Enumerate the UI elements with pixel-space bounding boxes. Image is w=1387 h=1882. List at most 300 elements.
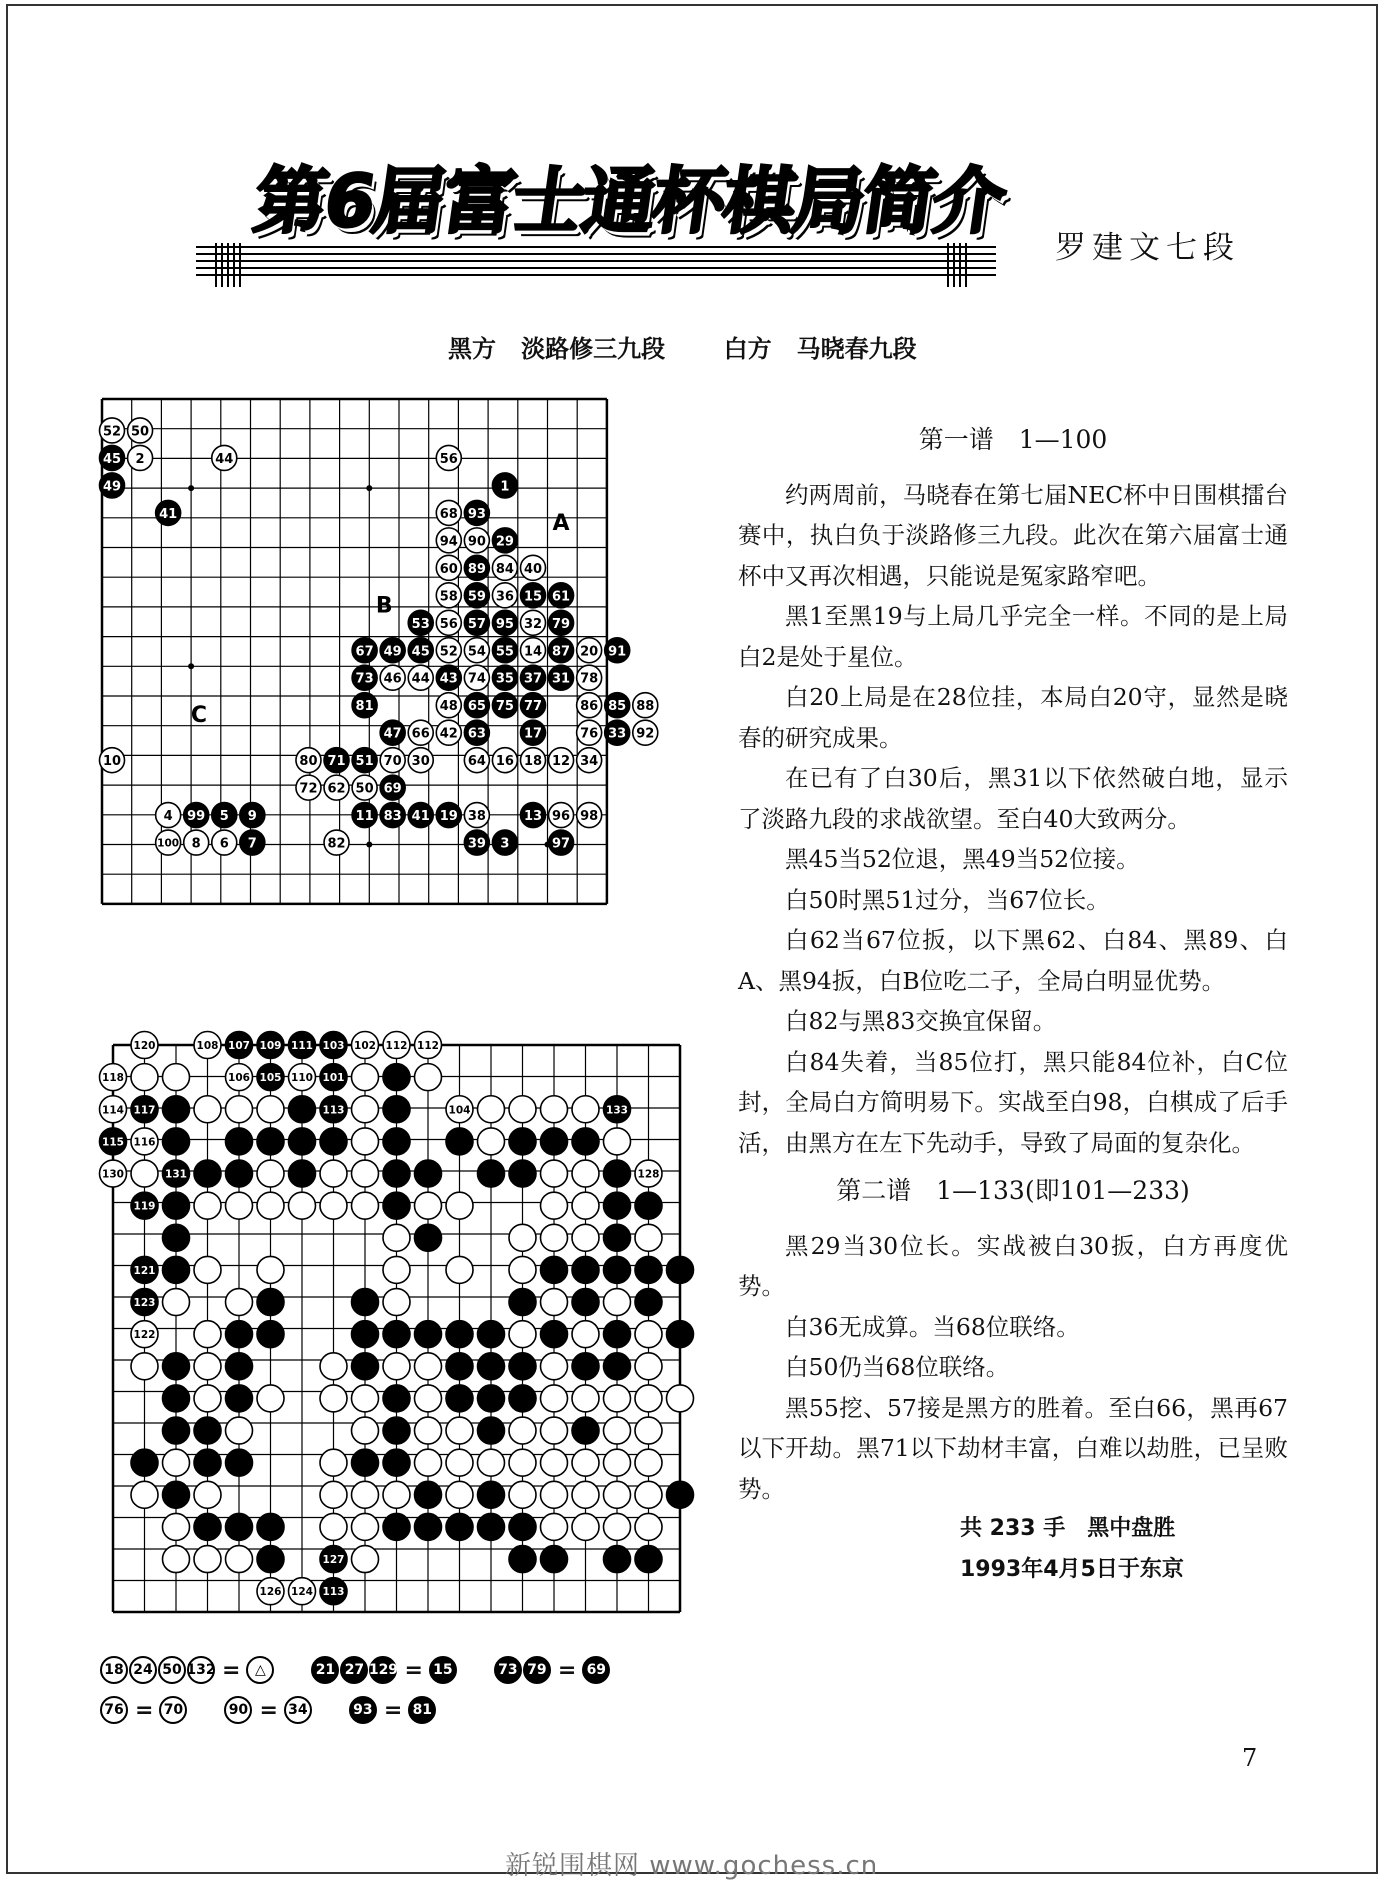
black-stone xyxy=(320,1096,347,1123)
white-stone xyxy=(257,1385,284,1412)
black-stone: 129 xyxy=(369,1656,397,1684)
white-stone xyxy=(212,445,237,470)
svg-text:48: 48 xyxy=(439,699,458,715)
white-stone xyxy=(436,555,461,580)
black-stone xyxy=(383,1128,410,1155)
black-stone xyxy=(492,693,517,718)
white-stone xyxy=(446,1096,473,1123)
black-stone xyxy=(226,1449,253,1476)
svg-text:50: 50 xyxy=(355,781,374,797)
black-stone xyxy=(324,748,349,773)
svg-text:74: 74 xyxy=(467,671,486,687)
white-stone xyxy=(509,1417,536,1444)
white-stone xyxy=(436,720,461,745)
black-stone xyxy=(131,1449,158,1476)
svg-text:126: 126 xyxy=(259,1586,282,1599)
svg-text:79: 79 xyxy=(552,616,571,632)
black-stone xyxy=(226,1321,253,1348)
equivalence-note xyxy=(494,1656,611,1684)
svg-text:9: 9 xyxy=(247,809,257,825)
black-stone xyxy=(605,720,630,745)
svg-text:41: 41 xyxy=(411,809,430,825)
white-stone xyxy=(635,1513,662,1540)
svg-text:122: 122 xyxy=(133,1329,156,1342)
white-stone xyxy=(100,1160,127,1187)
white-stone xyxy=(383,1481,410,1508)
svg-text:70: 70 xyxy=(383,754,402,770)
white-stone: 24 xyxy=(129,1656,157,1684)
svg-text:52: 52 xyxy=(439,644,458,660)
black-stone xyxy=(604,1160,631,1187)
black-stone xyxy=(257,1546,284,1573)
svg-text:37: 37 xyxy=(523,671,543,687)
black-stone xyxy=(509,1289,536,1316)
white-stone xyxy=(289,1192,316,1219)
svg-text:116: 116 xyxy=(133,1136,156,1149)
svg-text:98: 98 xyxy=(580,809,599,825)
svg-text:120: 120 xyxy=(133,1040,156,1052)
paragraph-8: 白82与黑83交换宜保留。 xyxy=(785,1007,1057,1035)
svg-text:78: 78 xyxy=(580,671,599,687)
black-stone xyxy=(478,1385,505,1412)
black-stone xyxy=(131,1256,158,1283)
black-stone xyxy=(352,748,377,773)
svg-text:17: 17 xyxy=(523,726,543,742)
white-stone xyxy=(492,583,517,608)
black-stone xyxy=(478,1353,505,1380)
board1-svg xyxy=(98,395,730,1017)
black-stone xyxy=(605,638,630,663)
star-point xyxy=(366,485,372,491)
white-stone xyxy=(131,1128,158,1155)
black-stone xyxy=(667,1256,694,1283)
svg-text:50: 50 xyxy=(131,424,150,440)
white-stone xyxy=(194,1385,221,1412)
black-stone xyxy=(226,1160,253,1187)
white-player: 马晓春九段 xyxy=(796,335,917,363)
black-stone xyxy=(464,583,489,608)
black-stone xyxy=(667,1321,694,1348)
white-stone xyxy=(572,1160,599,1187)
white-stone xyxy=(131,1064,158,1091)
white-stone xyxy=(572,1449,599,1476)
svg-text:59: 59 xyxy=(467,589,486,605)
black-stone xyxy=(100,473,125,498)
black-stone xyxy=(100,445,125,470)
paragraph-11: 白36无成算。当68位联络。 xyxy=(785,1312,1080,1341)
black-stone xyxy=(541,1256,568,1283)
black-stone xyxy=(383,1192,410,1219)
black-stone: 21 xyxy=(311,1656,339,1684)
white-stone xyxy=(436,445,461,470)
black-stone xyxy=(257,1321,284,1348)
black-label: 黑方 xyxy=(448,335,496,363)
black-stone xyxy=(604,1096,631,1123)
black-stone xyxy=(446,1353,473,1380)
white-stone xyxy=(633,720,658,745)
black-stone xyxy=(163,1256,190,1283)
black-stone xyxy=(163,1417,190,1444)
svg-text:14: 14 xyxy=(523,644,543,660)
white-stone xyxy=(156,803,181,828)
svg-text:56: 56 xyxy=(439,451,458,467)
article-body xyxy=(738,420,1288,1590)
svg-text:91: 91 xyxy=(608,644,627,660)
white-stone xyxy=(577,748,602,773)
black-stone xyxy=(541,1128,568,1155)
svg-text:30: 30 xyxy=(411,754,430,770)
black-stone: 27 xyxy=(340,1656,368,1684)
black-stone xyxy=(549,638,574,663)
white-label: 白方 xyxy=(723,335,772,363)
white-stone xyxy=(289,1578,316,1605)
svg-text:111: 111 xyxy=(291,1040,313,1052)
svg-text:29: 29 xyxy=(495,534,514,550)
black-stone xyxy=(509,1513,536,1540)
white-stone xyxy=(464,748,489,773)
svg-text:49: 49 xyxy=(383,644,402,660)
paragraph-5: 黑45当52位退，黑49当52位接。 xyxy=(785,845,1140,873)
svg-text:112: 112 xyxy=(385,1040,408,1052)
black-stone xyxy=(163,1481,190,1508)
black-stone xyxy=(352,693,377,718)
white-stone: △ xyxy=(246,1656,274,1684)
svg-text:75: 75 xyxy=(495,699,514,715)
black-stone xyxy=(520,803,545,828)
white-stone xyxy=(549,748,574,773)
site-watermark: 新锐围棋网 www.gochess.cn xyxy=(505,1851,879,1881)
white-stone xyxy=(320,1385,347,1412)
black-stone xyxy=(478,1481,505,1508)
black-stone xyxy=(572,1256,599,1283)
black-stone xyxy=(289,1160,316,1187)
white-stone xyxy=(436,583,461,608)
black-stone xyxy=(464,555,489,580)
white-stone xyxy=(320,1353,347,1380)
article-date: 1993年4月5日于东京 xyxy=(960,1556,1184,1582)
black-stone xyxy=(478,1513,505,1540)
equals-sign: = xyxy=(383,1697,403,1723)
black-stone: 79 xyxy=(523,1656,551,1684)
white-stone xyxy=(324,830,349,855)
svg-text:108: 108 xyxy=(196,1040,219,1052)
white-stone xyxy=(100,1096,127,1123)
svg-text:10: 10 xyxy=(102,754,122,770)
black-stone xyxy=(415,1513,442,1540)
svg-text:39: 39 xyxy=(467,836,486,852)
black-stone xyxy=(163,1192,190,1219)
white-stone xyxy=(478,1096,505,1123)
white-stone xyxy=(464,638,489,663)
black-stone xyxy=(383,1385,410,1412)
svg-text:19: 19 xyxy=(439,809,458,825)
section2-title: 第二谱 1—133(即101—233) xyxy=(836,1176,1190,1205)
svg-text:36: 36 xyxy=(495,589,514,605)
paragraph-3: 白20上局是在28位挂，本局白20守，显然是晓春的研究成果。 xyxy=(738,683,1288,752)
white-stone xyxy=(100,418,125,443)
white-stone xyxy=(541,1417,568,1444)
game-result: 共 233 手 黑中盘胜 xyxy=(960,1516,1176,1541)
black-stone xyxy=(520,720,545,745)
svg-text:73: 73 xyxy=(355,671,374,687)
white-stone xyxy=(478,1128,505,1155)
black-stone xyxy=(464,500,489,525)
svg-text:8: 8 xyxy=(191,836,201,852)
black-stone xyxy=(257,1128,284,1155)
svg-text:113: 113 xyxy=(322,1586,345,1599)
black-stone xyxy=(163,1224,190,1251)
svg-text:119: 119 xyxy=(133,1200,156,1213)
white-stone xyxy=(572,1385,599,1412)
white-stone xyxy=(604,1481,631,1508)
black-stone xyxy=(352,1449,379,1476)
white-stone xyxy=(194,1192,221,1219)
white-stone xyxy=(320,1160,347,1187)
black-stone xyxy=(240,830,265,855)
black-stone xyxy=(163,1385,190,1412)
page-number: 7 xyxy=(1242,1744,1258,1772)
svg-text:64: 64 xyxy=(467,754,486,770)
white-stone xyxy=(131,1160,158,1187)
svg-text:92: 92 xyxy=(636,726,655,742)
svg-text:34: 34 xyxy=(580,754,599,770)
svg-text:110: 110 xyxy=(291,1072,313,1085)
white-stone xyxy=(226,1289,253,1316)
svg-text:123: 123 xyxy=(133,1297,156,1310)
star-point xyxy=(188,663,194,669)
black-stone xyxy=(541,1321,568,1348)
white-stone xyxy=(446,1449,473,1476)
white-stone xyxy=(572,1321,599,1348)
svg-text:100: 100 xyxy=(157,837,180,850)
white-stone xyxy=(352,1064,379,1091)
svg-text:67: 67 xyxy=(355,644,374,660)
white-stone xyxy=(436,610,461,635)
white-stone xyxy=(667,1385,694,1412)
svg-text:102: 102 xyxy=(354,1040,376,1052)
svg-text:80: 80 xyxy=(299,754,318,770)
black-stone: 15 xyxy=(429,1656,457,1684)
svg-text:58: 58 xyxy=(439,589,458,605)
black-stone xyxy=(478,1417,505,1444)
black-stone xyxy=(226,1353,253,1380)
white-stone xyxy=(380,748,405,773)
black-stone xyxy=(194,1449,221,1476)
white-stone: 18 xyxy=(100,1656,128,1684)
white-stone xyxy=(415,1353,442,1380)
white-stone xyxy=(352,1513,379,1540)
white-stone xyxy=(577,693,602,718)
white-stone xyxy=(464,665,489,690)
black-stone xyxy=(320,1128,347,1155)
white-stone xyxy=(408,748,433,773)
black-stone xyxy=(320,1032,347,1059)
black-stone xyxy=(492,610,517,635)
white-stone xyxy=(577,665,602,690)
svg-text:43: 43 xyxy=(439,671,458,687)
white-stone xyxy=(604,1385,631,1412)
white-stone xyxy=(635,1160,662,1187)
white-stone xyxy=(194,1321,221,1348)
black-stone xyxy=(226,1032,253,1059)
black-stone xyxy=(383,1321,410,1348)
white-stone xyxy=(383,1032,410,1059)
black-stone xyxy=(549,583,574,608)
white-stone xyxy=(520,555,545,580)
black-stone xyxy=(635,1256,662,1283)
black-stone xyxy=(509,1353,536,1380)
white-stone xyxy=(464,528,489,553)
black-stone xyxy=(380,775,405,800)
white-stone xyxy=(257,1578,284,1605)
black-stone xyxy=(408,610,433,635)
black-stone xyxy=(352,638,377,663)
svg-text:60: 60 xyxy=(439,561,458,577)
white-stone xyxy=(415,1385,442,1412)
white-stone xyxy=(436,638,461,663)
white-stone xyxy=(163,1449,190,1476)
equivalence-note xyxy=(224,1696,312,1724)
white-stone xyxy=(633,693,658,718)
svg-text:11: 11 xyxy=(355,809,374,825)
svg-text:87: 87 xyxy=(552,644,571,660)
svg-text:71: 71 xyxy=(327,754,346,770)
white-stone xyxy=(541,1192,568,1219)
svg-text:131: 131 xyxy=(165,1168,187,1181)
paragraph-7: 白62当67位扳，以下黑62、白84、黑89、白A、黑94扳，白B位吃二子，全局白明显优势。 xyxy=(738,926,1288,995)
black-stone xyxy=(572,1289,599,1316)
svg-text:72: 72 xyxy=(299,781,318,797)
equivalence-note xyxy=(349,1696,437,1724)
black-stone xyxy=(383,1096,410,1123)
white-stone xyxy=(436,528,461,553)
equals-sign: = xyxy=(222,1657,241,1683)
white-stone: 132 xyxy=(187,1656,215,1684)
white-stone xyxy=(415,1192,442,1219)
svg-text:38: 38 xyxy=(467,809,486,825)
white-stone: 34 xyxy=(284,1696,312,1724)
white-stone xyxy=(352,1417,379,1444)
svg-text:54: 54 xyxy=(467,644,486,660)
black-stone xyxy=(415,1321,442,1348)
svg-text:33: 33 xyxy=(608,726,627,742)
equals-sign: = xyxy=(259,1697,278,1723)
black-stone xyxy=(383,1449,410,1476)
black-stone xyxy=(257,1513,284,1540)
white-stone xyxy=(226,1064,253,1091)
black-stone xyxy=(100,1128,127,1155)
players-line xyxy=(448,329,917,364)
white-stone xyxy=(478,1449,505,1476)
black-stone xyxy=(257,1032,284,1059)
white-stone: 70 xyxy=(159,1696,187,1724)
svg-text:7: 7 xyxy=(247,836,257,852)
black-stone xyxy=(520,665,545,690)
star-point xyxy=(366,842,372,848)
black-stone xyxy=(509,1128,536,1155)
white-stone xyxy=(541,1481,568,1508)
white-stone xyxy=(163,1064,190,1091)
black-stone xyxy=(549,665,574,690)
white-stone xyxy=(289,1064,316,1091)
black-stone xyxy=(464,610,489,635)
black-stone xyxy=(541,1546,568,1573)
black-stone xyxy=(380,638,405,663)
white-stone xyxy=(156,830,181,855)
svg-text:82: 82 xyxy=(327,836,346,852)
black-stone xyxy=(240,803,265,828)
board2-notes xyxy=(100,1650,740,1730)
black-stone xyxy=(446,1513,473,1540)
black-stone xyxy=(289,1032,316,1059)
white-stone xyxy=(257,1256,284,1283)
white-stone xyxy=(352,1192,379,1219)
black-stone xyxy=(446,1385,473,1412)
svg-text:93: 93 xyxy=(467,506,486,522)
white-stone xyxy=(436,500,461,525)
svg-text:49: 49 xyxy=(102,479,122,495)
svg-text:46: 46 xyxy=(383,671,402,687)
black-stone xyxy=(163,1128,190,1155)
svg-text:55: 55 xyxy=(495,644,514,660)
black-stone xyxy=(408,803,433,828)
svg-text:44: 44 xyxy=(215,451,234,467)
equivalence-note xyxy=(100,1656,275,1684)
article-title: 第6届富士通杯棋局简介 xyxy=(249,159,1010,243)
white-stone xyxy=(383,1256,410,1283)
white-stone xyxy=(635,1449,662,1476)
black-stone xyxy=(604,1353,631,1380)
black-stone xyxy=(352,1353,379,1380)
svg-text:65: 65 xyxy=(467,699,486,715)
white-stone xyxy=(509,1481,536,1508)
svg-text:83: 83 xyxy=(383,809,402,825)
black-stone xyxy=(289,1096,316,1123)
white-stone xyxy=(509,1224,536,1251)
white-stone xyxy=(446,1481,473,1508)
white-stone xyxy=(635,1385,662,1412)
svg-text:45: 45 xyxy=(411,644,430,660)
black-stone xyxy=(604,1192,631,1219)
black-stone xyxy=(604,1256,631,1283)
black-stone xyxy=(520,583,545,608)
white-stone xyxy=(572,1513,599,1540)
black-stone xyxy=(320,1578,347,1605)
black-stone xyxy=(549,610,574,635)
black-stone xyxy=(380,803,405,828)
svg-text:61: 61 xyxy=(552,589,571,605)
equivalence-note xyxy=(311,1656,457,1684)
svg-text:2: 2 xyxy=(135,451,145,467)
white-stone xyxy=(212,830,237,855)
white-stone xyxy=(194,1096,221,1123)
svg-text:40: 40 xyxy=(523,561,543,577)
white-stone xyxy=(446,1192,473,1219)
black-stone xyxy=(415,1481,442,1508)
svg-text:121: 121 xyxy=(133,1264,156,1277)
notes-row2 xyxy=(100,1690,740,1730)
svg-text:3: 3 xyxy=(500,836,510,852)
star-point xyxy=(188,485,194,491)
black-stone xyxy=(156,500,181,525)
black-stone xyxy=(352,803,377,828)
black-stone xyxy=(131,1192,158,1219)
svg-text:41: 41 xyxy=(159,506,178,522)
white-stone xyxy=(131,1321,158,1348)
svg-text:31: 31 xyxy=(552,671,571,687)
white-stone xyxy=(163,1289,190,1316)
white-stone: 50 xyxy=(158,1656,186,1684)
